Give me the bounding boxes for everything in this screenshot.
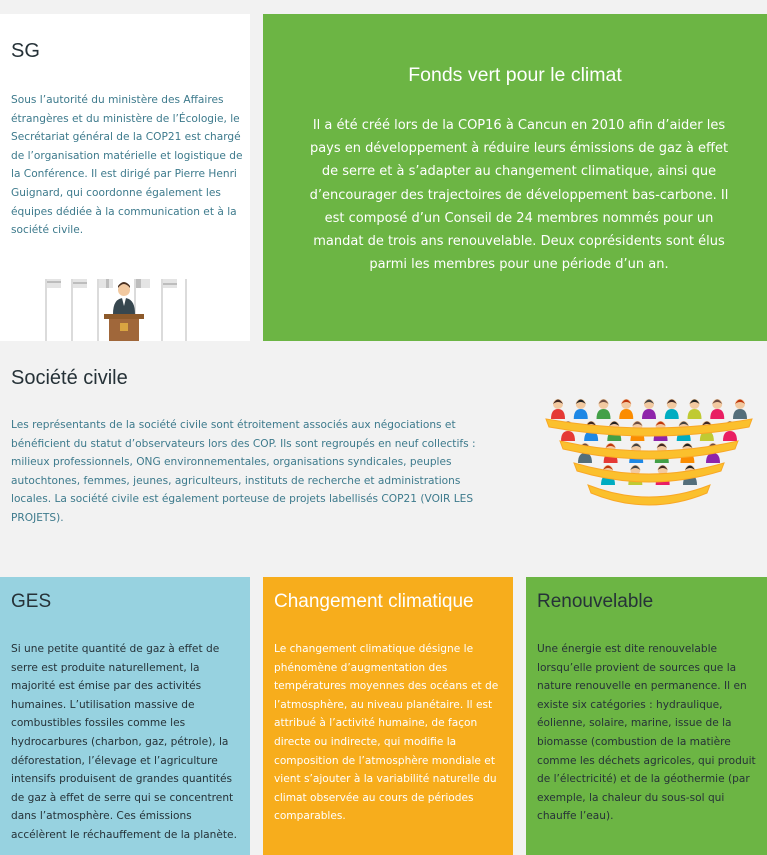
societe-civile-body: Les représentants de la société civile sont étroitement associés aux négociations et bénéficient du statut d’observateurs lors des COP. Ils sont regroupés en neuf collectifs : milieux professionnels, ONG environnementales, organisations syndicales, peuples autochtones, femmes, jeunes, agriculteurs, instituts de recherche et administrations locales. La société civile est également porteuse de projets labellisés COP21 ( (11, 419, 476, 506)
renouvelable-card (526, 577, 767, 855)
societe-civile-body-end: ). (56, 511, 64, 524)
voir-les-projets-link[interactable]: VOIR LES PROJETS (11, 493, 474, 524)
fonds-vert-text: Il a été créé lors de la COP16 à Cancun en 2010 afin d’aider les pays en développement à réduire leurs émissions de gaz à effet de serre et à s’adapter au changement climatique, ainsi que d’encourager des trajectoires de développement bas-carbone. Il est composé d’un Conseil de 24 membres nommés pour un mandat de trois ans renouvelable. Deux coprésidents sont élus parmi les membres pour une période d’un an. (309, 118, 729, 273)
changement-climatique-title: Changement climatique (274, 591, 474, 612)
societe-civile-title: Société civile (11, 367, 128, 389)
speaker-podium-illustration (40, 276, 190, 341)
ges-title: GES (11, 591, 52, 612)
ges-text: Si une petite quantité de gaz à effet de serre est produite naturellement, la majorité est émise par des activités humaines. L’utilisation massive de combustibles fossiles comme les hydrocarbures (charbon, gaz, pétrole), la déforestation, l’élevage et l’agriculture intensifs produisent de grandes quantités de gaz à effet de serre qui se concentrent dans l’atmosphère. Ces émissions accélèrent le réchauffement de la planète. (11, 643, 237, 841)
societe-civile-section (0, 341, 767, 577)
renouvelable-title: Renouvelable (537, 591, 654, 612)
renouvelable-text: Une énergie est dite renouvelable lorsqu’elle provient de sources que la nature renouvelle en permanence. Il en existe six catégories : hydraulique, éolienne, solaire, marine, issue de la biomasse (combustion de la matière comme les déchets agricoles, qui produit de l’électricité) et de la géothermie (par exemple, la chaleur du sous-sol qui chauffe l’eau). (537, 643, 756, 823)
sg-card (0, 14, 250, 341)
audience-crowd-illustration (540, 383, 758, 511)
fonds-vert-title: Fonds vert pour le climat (408, 64, 622, 86)
societe-civile-text (11, 416, 491, 528)
fonds-vert-card (263, 14, 767, 341)
changement-climatique-text: Le changement climatique désigne le phénomène d’augmentation des températures moyennes des océans et de l’atmosphère, au niveau planétaire. Il est attribué à l’activité humaine, de façon directe ou indirecte, qui modifie la composition de l’atmosphère mondiale et vient s’ajouter à la variabilité naturelle du climat observée au cours de périodes comparables. (274, 643, 499, 823)
changement-climatique-card (263, 577, 513, 855)
sg-title: SG (11, 40, 40, 62)
ges-card (0, 577, 250, 855)
sg-text: Sous l’autorité du ministère des Affaires étrangères et du ministère de l’Écologie, le Secrétariat général de la COP21 est chargé de l’organisation matérielle et logistique de la Conférence. Il est dirigé par Pierre Henri Guignard, qui coordonne également les équipes dédiée à la communication et à la société civile. (11, 94, 243, 237)
